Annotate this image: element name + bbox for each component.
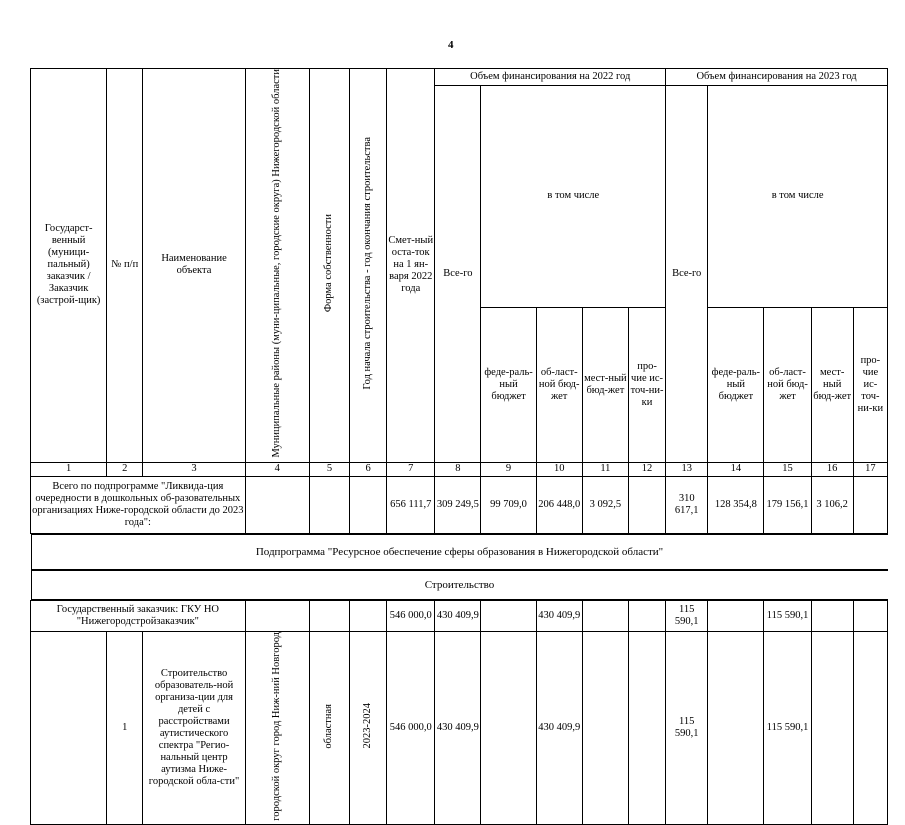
col-number: 8 (435, 462, 481, 476)
total-2023-other (853, 476, 887, 533)
customer-cell-4 (245, 600, 309, 631)
header-incl-2022: в том числе (481, 86, 666, 308)
col-number: 7 (387, 462, 435, 476)
object-2022-total: 430 409,9 (435, 631, 481, 825)
header-customer: Государст-венный (муници-пальный) заказчик / Заказчик (застрой-щик) (31, 69, 107, 463)
object-municipal-cell (245, 631, 309, 825)
col-number: 17 (853, 462, 887, 476)
customer-2022-total: 430 409,9 (435, 600, 481, 631)
customer-2023-other (853, 600, 887, 631)
object-municipal: городской округ город Ниж-ний Новгород (271, 631, 283, 821)
total-2022-regional: 206 448,0 (536, 476, 582, 533)
object-2023-regional: 115 590,1 (764, 631, 811, 825)
header-fin-2022: Объем финансирования на 2022 год (435, 69, 666, 86)
financing-table (30, 68, 888, 825)
col-number: 10 (536, 462, 582, 476)
header-total-2022: Все-го (435, 86, 481, 463)
total-label: Всего по подпрограмме "Ликвида-ция очередности в дошкольных об-разовательных организациях Ниже-городской области до 2023 года": (31, 476, 246, 533)
object-2022-local (582, 631, 628, 825)
object-ownership: областная (323, 703, 335, 749)
object-2023-local (811, 631, 853, 825)
customer-label: Государственный заказчик: ГКУ НО "Нижегородстройзаказчик" (31, 600, 246, 631)
customer-2023-local (811, 600, 853, 631)
customer-2023-federal (708, 600, 764, 631)
object-2022-regional: 430 409,9 (536, 631, 582, 825)
header-municipal-cell (245, 69, 309, 463)
total-2023-local: 3 106,2 (811, 476, 853, 533)
header-num: № п/п (107, 69, 143, 463)
col-number: 1 (31, 462, 107, 476)
total-2022-total: 309 249,5 (435, 476, 481, 533)
total-remainder: 656 111,7 (387, 476, 435, 533)
column-numbers-row (31, 462, 888, 476)
subprogram-title: Подпрограмма "Ресурсное обеспечение сферы образования в Нижегородской области" (31, 534, 888, 570)
object-2022-other (628, 631, 665, 825)
col-number: 2 (107, 462, 143, 476)
object-row (31, 631, 888, 825)
object-2023-total: 115 590,1 (666, 631, 708, 825)
customer-2022-local (582, 600, 628, 631)
col-number: 4 (245, 462, 309, 476)
header-name: Наименование объекта (143, 69, 245, 463)
header-local-2022: мест-ный бюд-жет (582, 307, 628, 462)
customer-remainder: 546 000,0 (387, 600, 435, 631)
header-years-cell (350, 69, 387, 463)
customer-cell-6 (350, 600, 387, 631)
customer-cell-5 (309, 600, 349, 631)
customer-2022-federal (481, 600, 536, 631)
col-number: 16 (811, 462, 853, 476)
subprogram-row (31, 533, 888, 570)
total-2023-total: 310 617,1 (666, 476, 708, 533)
section-title: Строительство (31, 570, 888, 600)
total-cell-5 (309, 476, 349, 533)
total-cell-6 (350, 476, 387, 533)
customer-2022-regional: 430 409,9 (536, 600, 582, 631)
header-federal-2022: феде-раль-ный бюджет (481, 307, 536, 462)
col-number: 5 (309, 462, 349, 476)
header-fin-2023: Объем финансирования на 2023 год (666, 69, 888, 86)
object-customer (31, 631, 107, 825)
subprogram-cell (31, 533, 888, 570)
customer-2022-other (628, 600, 665, 631)
object-name: Строительство образователь-ной организа-ции для детей с расстройствами аутистического спектра "Регио-нальный центр аутизма Ниже-городской обла-сти" (143, 631, 245, 825)
header-ownership-cell (309, 69, 349, 463)
col-number: 11 (582, 462, 628, 476)
object-2023-federal (708, 631, 764, 825)
page-number: 4 (448, 39, 454, 51)
section-cell (31, 570, 888, 601)
col-number: 15 (764, 462, 811, 476)
section-row (31, 570, 888, 601)
object-years: 2023-2024 (362, 703, 374, 749)
customer-row (31, 600, 888, 631)
object-2022-federal (481, 631, 536, 825)
col-number: 12 (628, 462, 665, 476)
header-other-2022: про-чие ис-точ-ни-ки (628, 307, 665, 462)
total-cell-4 (245, 476, 309, 533)
col-number: 14 (708, 462, 764, 476)
object-ownership-cell (309, 631, 349, 825)
total-row (31, 476, 888, 533)
total-2022-other (628, 476, 665, 533)
col-number: 3 (143, 462, 245, 476)
header-federal-2023: феде-раль-ный бюджет (708, 307, 764, 462)
col-number: 6 (350, 462, 387, 476)
col-number: 13 (666, 462, 708, 476)
object-years-cell (350, 631, 387, 825)
header-years: Год начала строительства - год окончания строительства (362, 137, 374, 390)
object-num: 1 (107, 631, 143, 825)
header-ownership: Форма собственности (323, 214, 335, 313)
object-2023-other (853, 631, 887, 825)
header-local-2023: мест-ный бюд-жет (811, 307, 853, 462)
total-2022-federal: 99 709,0 (481, 476, 536, 533)
col-number: 9 (481, 462, 536, 476)
header-regional-2023: об-ласт-ной бюд-жет (764, 307, 811, 462)
header-municipal: Муниципальные районы (муни-ципальные, городские округа) Нижегородской области (271, 69, 283, 458)
header-incl-2023: в том числе (708, 86, 888, 308)
customer-2023-total: 115 590,1 (666, 600, 708, 631)
header-row-1 (31, 69, 888, 86)
total-2022-local: 3 092,5 (582, 476, 628, 533)
header-remainder: Смет-ный оста-ток на 1 ян-варя 2022 года (387, 69, 435, 463)
customer-2023-regional: 115 590,1 (764, 600, 811, 631)
header-total-2023: Все-го (666, 86, 708, 463)
total-2023-regional: 179 156,1 (764, 476, 811, 533)
header-regional-2022: об-ласт-ной бюд-жет (536, 307, 582, 462)
total-2023-federal: 128 354,8 (708, 476, 764, 533)
object-remainder: 546 000,0 (387, 631, 435, 825)
header-other-2023: про-чие ис-точ-ни-ки (853, 307, 887, 462)
